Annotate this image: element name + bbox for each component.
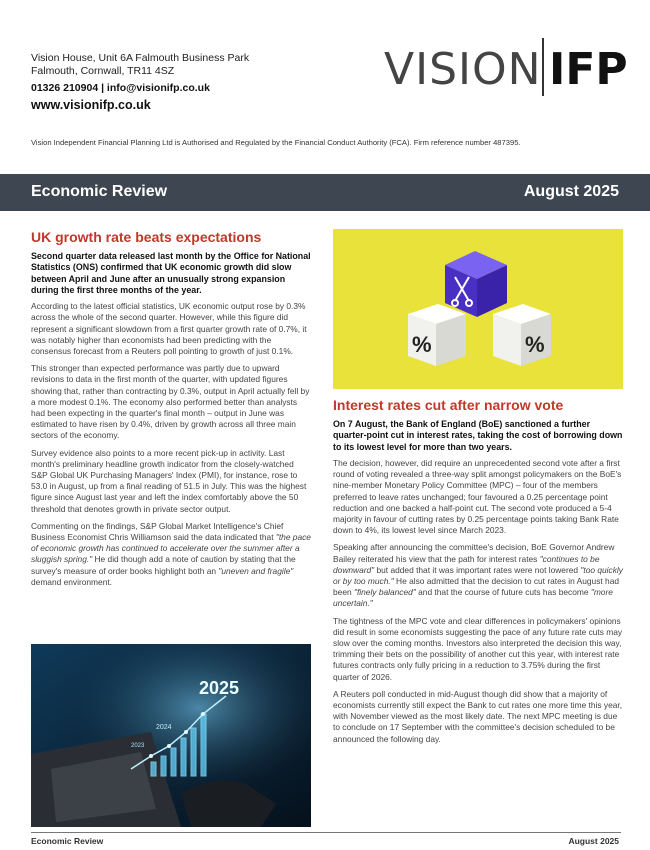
article-paragraph: Survey evidence also points to a more recent pick-up in activity. Last month's preliminary headline growth indicator from the closely-watched S&P Global UK Purchasing Managers' Index (PMI), for instance, rose to 53.0 in August, up from a final reading of 51.5 in July. This was the highest figure since August last year and left the index comfortably above the 50 threshold that denotes growth in private sector output. <box>31 447 307 514</box>
laptop-growth-photo <box>31 644 311 827</box>
logo-divider <box>542 38 544 96</box>
banner-date: August 2025 <box>523 183 619 200</box>
address <box>31 52 249 78</box>
regulatory-statement: Vision Independent Financial Planning Ltd is Authorised and Regulated by the Financial Conduct Authority (FCA). Firm reference number 487395. <box>31 138 521 147</box>
logo-text-ifp: IFP <box>549 44 628 95</box>
article-paragraph: Commenting on the findings, S&P Global Market Intelligence's Chief Business Economist Chris Williamson said the data indicated that "the pace of economic growth has continued to accelerate over the summer after a sluggish spring." He did though add a note of caution by stating that the survey's measure of order books highlight both an "uneven and fragile" demand environment. <box>31 520 311 587</box>
title-banner <box>0 174 650 211</box>
percent-cube-right <box>493 304 551 366</box>
article-paragraph: The decision, however, did require an unprecedented second vote after a first round of voting revealed a three-way split amongst policymakers on the BoE's nine-member Monetary Policy Committee (MPC) – four of the members preferred to leave rates unchanged; four favoured a 0.25 percentage point reduction and one backed a half-point cut. The second vote produced a 5-4 majority in favour of cutting rates by 0.25 percentage points taking Bank Rate down to 4%, its lowest level since March 2023. <box>333 457 622 536</box>
article-lead: Second quarter data released last month by the Office for National Statistics (ONS) confirmed that UK economic growth did slow between April and June after an unusually strong expansion during the first three months of the year. <box>31 251 311 295</box>
footer-title: Economic Review <box>31 836 104 846</box>
article-paragraph: This stronger than expected performance was partly due to upward revisions to data in the first month of the quarter, with updated figures showing that, rather than contracting by 0.3%, output in April actually fell by a more modest 0.1%. The economy also performed better than analysts had been expecting in the quarter's final month – output in June was estimated to have risen by 0.4%, driven by growth across all three main sectors of the economy. <box>31 363 310 441</box>
logo-text-vision: VISION <box>384 44 542 95</box>
phone-email[interactable]: 01326 210904 | info@visionifp.co.uk <box>31 82 210 94</box>
banner-title: Economic Review <box>31 183 168 200</box>
footer-divider <box>31 832 621 833</box>
article-interest-rates <box>333 397 623 751</box>
year-2024-label: 2024 <box>156 724 172 731</box>
percent-cube-left <box>408 304 466 366</box>
article-paragraph: According to the latest official statistics, UK economic output rose by 0.3% across the whole of the second quarter. However, while this figure did represent a significant slowdown from a first quarter growth rate of 0.7%, it was notably higher than economists had been predicting with the consensus forecast from a Reuters poll pointing to growth of just 0.1%. <box>31 301 307 356</box>
percent-dice-illustration <box>333 229 623 389</box>
page-header <box>0 0 650 170</box>
article-paragraph: The tightness of the MPC vote and clear differences in policymakers' opinions did result in some economists suggesting the pace of any future rate cuts may slow over the coming months. Investors also interpreted the decision this way, trimming their bets on the possibility of another cut this year, with interest rate futures contracts only fully pricing in a reduction to 3.75% during the first quarter of 2026. <box>333 615 623 682</box>
address-line-2: Falmouth, Cornwall, TR11 4SZ <box>31 65 175 77</box>
article-paragraph: A Reuters poll conducted in mid-August though did show that a majority of economists currently still expect the Bank to cut rates one more time this year, with November viewed as the most likely date. The next MPC meeting is due to conclude on 17 September with the committee's decision scheduled to be announced the following day. <box>333 688 623 744</box>
year-2025-label: 2025 <box>199 678 240 698</box>
rate-cut-dice-photo <box>333 229 623 389</box>
article-uk-growth <box>31 229 311 594</box>
footer-date: August 2025 <box>568 836 619 846</box>
article-lead: On 7 August, the Bank of England (BoE) sanctioned a further quarter-point cut in interest rates, taking the cost of borrowing down to its lowest level for more than two years. <box>333 419 623 452</box>
article-heading: Interest rates cut after narrow vote <box>333 397 564 413</box>
laptop-growth-illustration <box>31 644 311 827</box>
percent-symbol-right: % <box>525 332 545 357</box>
article-paragraph: Speaking after announcing the committee's decision, BoE Governor Andrew Bailey reiterated his view that the path for interest rates "continues to be downward" but added that it was important rates were not lowered "too quickly or by too much." He also admitted that the decision to cut rates in August had been "finely balanced" and that the course of future cuts has become "more uncertain." <box>333 542 623 609</box>
website-link[interactable]: www.visionifp.co.uk <box>31 98 151 112</box>
address-line-1: Vision House, Unit 6A Falmouth Business Park <box>31 52 250 64</box>
article-heading: UK growth rate beats expectations <box>31 229 262 245</box>
vision-ifp-logo <box>384 38 628 98</box>
percent-symbol-left: % <box>412 332 432 357</box>
year-2023-label: 2023 <box>131 743 145 749</box>
